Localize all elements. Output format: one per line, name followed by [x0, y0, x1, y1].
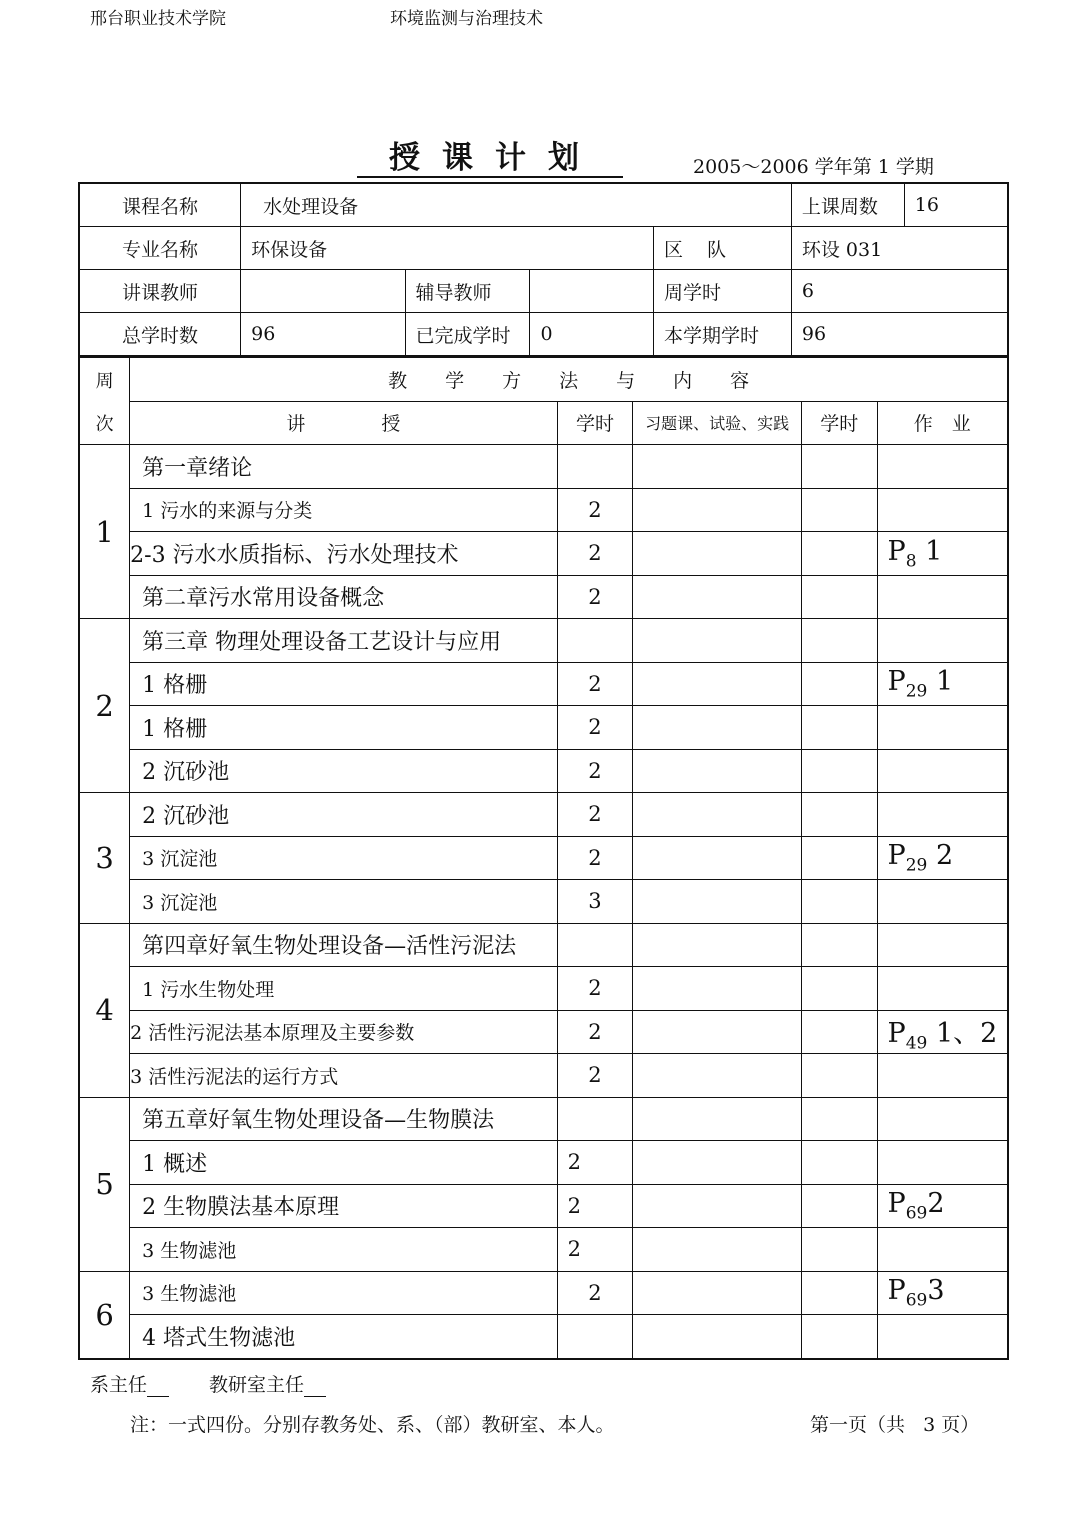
- homework-cell: [877, 1141, 1008, 1185]
- signature-line: [90, 1370, 366, 1397]
- dept-head-label: 系主任: [90, 1374, 148, 1396]
- lecture-hours: [557, 1315, 633, 1359]
- practice-hours-cell: [801, 793, 877, 837]
- lecture-hours: [557, 619, 633, 663]
- plan-row: [79, 532, 1008, 576]
- plan-row: [79, 619, 1008, 663]
- homework-cell: [877, 923, 1008, 967]
- semester-label: 2005～2006 学年第 1 学期: [693, 156, 934, 178]
- course-info-table: [78, 182, 1009, 357]
- plan-row: [79, 880, 1008, 924]
- tutor-label: 辅导教师: [405, 270, 530, 313]
- page-title: 授课计划: [357, 140, 623, 178]
- practice-cell: [633, 793, 802, 837]
- practice-cell: [633, 706, 802, 750]
- practice-cell: [633, 1054, 802, 1098]
- hours-header: 学时: [557, 401, 633, 445]
- practice-cell: [633, 880, 802, 924]
- lecture-hours: 2: [557, 575, 633, 619]
- week-header-top: 周: [79, 358, 130, 402]
- lecture-topic: 1 污水的来源与分类: [130, 488, 558, 532]
- lecture-hours: 2: [557, 749, 633, 793]
- lecture-hours: 2: [557, 793, 633, 837]
- homework-page-letter: P: [887, 666, 906, 698]
- plan-row: [79, 1271, 1008, 1315]
- homework-cell: [877, 749, 1008, 793]
- practice-hours-cell: [801, 967, 877, 1011]
- plan-row: [79, 662, 1008, 706]
- lecture-topic: 2-3 污水水质指标、污水处理技术: [130, 532, 558, 576]
- lecture-hours: 2: [557, 662, 633, 706]
- homework-page-number: 49: [905, 1032, 928, 1053]
- practice-hours-cell: [801, 706, 877, 750]
- lecture-hours: 3: [557, 880, 633, 924]
- homework-exercises: 1: [927, 666, 954, 698]
- lecture-topic: 第三章 物理处理设备工艺设计与应用: [130, 619, 558, 663]
- practice-hours-cell: [801, 445, 877, 489]
- lecture-hours: 2: [557, 1054, 633, 1098]
- lecture-hours: [557, 1097, 633, 1141]
- homework-page-number: 29: [905, 855, 928, 876]
- office-head-label: 教研室主任: [209, 1374, 305, 1396]
- homework-exercises: 2: [927, 840, 954, 872]
- practice-cell: [633, 532, 802, 576]
- teaching-plan-table: [78, 357, 1009, 1360]
- homework-exercises: 2: [927, 1188, 945, 1220]
- practice-cell: [633, 1271, 802, 1315]
- teacher-label: 讲课教师: [79, 270, 241, 313]
- practice-hours-cell: [801, 1184, 877, 1228]
- practice-hours-cell: [801, 1228, 877, 1272]
- dept-head-blank: [147, 1378, 169, 1397]
- homework-cell: [877, 1228, 1008, 1272]
- lecture-topic: 1 格栅: [130, 706, 558, 750]
- homework-page-letter: P: [887, 1017, 906, 1049]
- homework-cell: [877, 1271, 1008, 1315]
- homework-cell: [877, 836, 1008, 880]
- homework-page-number: 69: [905, 1290, 928, 1311]
- lecture-hours: 2: [557, 532, 633, 576]
- done-hours-label: 已完成学时: [405, 313, 530, 357]
- practice-hours-cell: [801, 1141, 877, 1185]
- distribution-note: 注：一式四份。分别存教务处、系、（部）教研室、本人。: [130, 1414, 615, 1436]
- major-value: 环保设备: [241, 227, 654, 270]
- lecture-hours: 2: [557, 1271, 633, 1315]
- lecture-topic: 1 污水生物处理: [130, 967, 558, 1011]
- total-hours-value: 96: [241, 313, 405, 357]
- weeks-label: 上课周数: [791, 183, 904, 227]
- practice-cell: [633, 445, 802, 489]
- term-hours-label: 本学期学时: [654, 313, 792, 357]
- practice-hours-cell: [801, 619, 877, 663]
- lecture-hours: 2: [557, 488, 633, 532]
- homework-exercises: 3: [927, 1275, 945, 1307]
- practice-cell: [633, 1228, 802, 1272]
- week-number: 5: [79, 1097, 130, 1271]
- lecture-hours: 2: [557, 1228, 633, 1272]
- practice-hours-cell: [801, 1315, 877, 1359]
- homework-cell: [877, 706, 1008, 750]
- plan-row: [79, 488, 1008, 532]
- plan-row: [79, 706, 1008, 750]
- homework-cell: [877, 619, 1008, 663]
- practice-hours-cell: [801, 532, 877, 576]
- practice-cell: [633, 923, 802, 967]
- practice-hours-cell: [801, 575, 877, 619]
- week-header-bottom: 次: [79, 401, 130, 445]
- homework-cell: [877, 1010, 1008, 1054]
- homework-cell: [877, 967, 1008, 1011]
- lecture-topic: 3 沉淀池: [130, 836, 558, 880]
- plan-row: [79, 1184, 1008, 1228]
- practice-hours-cell: [801, 1097, 877, 1141]
- week-number: 2: [79, 619, 130, 793]
- lecture-header: 讲 授: [130, 401, 558, 445]
- homework-cell: [877, 1097, 1008, 1141]
- lecture-hours: [557, 923, 633, 967]
- total-hours-label: 总学时数: [79, 313, 241, 357]
- practice-cell: [633, 1315, 802, 1359]
- practice-cell: [633, 967, 802, 1011]
- plan-row: [79, 1097, 1008, 1141]
- practice-hours-cell: [801, 880, 877, 924]
- plan-row: [79, 575, 1008, 619]
- homework-cell: [877, 445, 1008, 489]
- plan-row: [79, 967, 1008, 1011]
- weekly-hours-label: 周学时: [654, 270, 792, 313]
- lecture-hours: [557, 445, 633, 489]
- practice-cell: [633, 1097, 802, 1141]
- lecture-topic: 第五章好氧生物处理设备—生物膜法: [130, 1097, 558, 1141]
- lecture-topic: 3 沉淀池: [130, 880, 558, 924]
- homework-cell: [877, 532, 1008, 576]
- practice-hours-header: 学时: [801, 401, 877, 445]
- plan-row: [79, 445, 1008, 489]
- practice-header: 习题课、试验、实践: [633, 401, 802, 445]
- lecture-topic: 3 生物滤池: [130, 1271, 558, 1315]
- weekly-hours-value: 6: [791, 270, 1008, 313]
- method-header: 教 学 方 法 与 内 容: [130, 358, 1008, 402]
- lecture-topic: 2 沉砂池: [130, 793, 558, 837]
- plan-row: [79, 793, 1008, 837]
- plan-row: [79, 1010, 1008, 1054]
- lecture-hours: 2: [557, 1010, 633, 1054]
- lecture-topic: 2 生物膜法基本原理: [130, 1184, 558, 1228]
- practice-hours-cell: [801, 488, 877, 532]
- practice-cell: [633, 662, 802, 706]
- plan-row: [79, 1054, 1008, 1098]
- homework-exercises: 1、2: [927, 1017, 998, 1049]
- homework-cell: [877, 1315, 1008, 1359]
- lecture-topic: 第一章绪论: [130, 445, 558, 489]
- course-name-value: 水处理设备: [241, 183, 792, 227]
- lecture-topic: 2 活性污泥法基本原理及主要参数: [130, 1010, 558, 1054]
- header-school: 邢台职业技术学院: [90, 9, 226, 29]
- plan-row: [79, 749, 1008, 793]
- practice-hours-cell: [801, 1054, 877, 1098]
- practice-cell: [633, 575, 802, 619]
- lecture-hours: 2: [557, 1184, 633, 1228]
- header-major: 环境监测与治理技术: [390, 9, 543, 29]
- page-number: 第一页（共 3 页）: [810, 1414, 980, 1436]
- term-hours-value: 96: [791, 313, 1008, 357]
- course-name-label: 课程名称: [79, 183, 241, 227]
- practice-cell: [633, 749, 802, 793]
- lecture-topic: 第二章污水常用设备概念: [130, 575, 558, 619]
- lecture-topic: 3 活性污泥法的运行方式: [130, 1054, 558, 1098]
- major-label: 专业名称: [79, 227, 241, 270]
- homework-cell: [877, 1184, 1008, 1228]
- homework-exercises: 1: [916, 535, 943, 567]
- team-label: 区 队: [654, 227, 792, 270]
- lecture-hours: 2: [557, 1141, 633, 1185]
- practice-hours-cell: [801, 1010, 877, 1054]
- lecture-topic: 第四章好氧生物处理设备—活性污泥法: [130, 923, 558, 967]
- homework-page-letter: P: [887, 1275, 906, 1307]
- homework-page-letter: P: [887, 535, 906, 567]
- lecture-topic: 2 沉砂池: [130, 749, 558, 793]
- homework-cell: [877, 488, 1008, 532]
- office-head-blank: [304, 1378, 326, 1397]
- homework-cell: [877, 575, 1008, 619]
- homework-header: 作 业: [877, 401, 1008, 445]
- teacher-value: [241, 270, 405, 313]
- weeks-value: 16: [904, 183, 1008, 227]
- plan-row: [79, 1141, 1008, 1185]
- week-number: 1: [79, 445, 130, 619]
- tutor-value: [530, 270, 654, 313]
- practice-hours-cell: [801, 662, 877, 706]
- practice-hours-cell: [801, 749, 877, 793]
- plan-row: [79, 1228, 1008, 1272]
- practice-cell: [633, 1141, 802, 1185]
- homework-cell: [877, 662, 1008, 706]
- homework-cell: [877, 880, 1008, 924]
- practice-cell: [633, 619, 802, 663]
- plan-row: [79, 923, 1008, 967]
- lecture-hours: 2: [557, 836, 633, 880]
- homework-page-letter: P: [887, 840, 906, 872]
- homework-page-number: 8: [905, 550, 917, 571]
- homework-cell: [877, 793, 1008, 837]
- practice-cell: [633, 1184, 802, 1228]
- homework-cell: [877, 1054, 1008, 1098]
- homework-page-number: 69: [905, 1203, 928, 1224]
- lecture-hours: 2: [557, 967, 633, 1011]
- homework-page-number: 29: [905, 681, 928, 702]
- practice-hours-cell: [801, 1271, 877, 1315]
- lecture-topic: 3 生物滤池: [130, 1228, 558, 1272]
- practice-cell: [633, 1010, 802, 1054]
- plan-row: [79, 1315, 1008, 1359]
- homework-page-letter: P: [887, 1188, 906, 1220]
- lecture-hours: 2: [557, 706, 633, 750]
- team-value: 环设 031: [791, 227, 1008, 270]
- lecture-topic: 1 格栅: [130, 662, 558, 706]
- week-number: 6: [79, 1271, 130, 1359]
- practice-cell: [633, 836, 802, 880]
- practice-hours-cell: [801, 836, 877, 880]
- lecture-topic: 1 概述: [130, 1141, 558, 1185]
- week-number: 4: [79, 923, 130, 1097]
- practice-hours-cell: [801, 923, 877, 967]
- practice-cell: [633, 488, 802, 532]
- done-hours-value: 0: [530, 313, 654, 357]
- lecture-topic: 4 塔式生物滤池: [130, 1315, 558, 1359]
- plan-row: [79, 836, 1008, 880]
- week-number: 3: [79, 793, 130, 924]
